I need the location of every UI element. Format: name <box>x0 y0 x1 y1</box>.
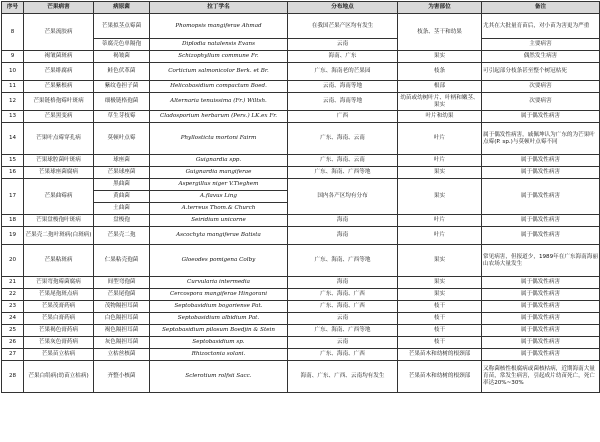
header-disease: 芒果病害 <box>24 2 94 14</box>
cell-latin: Alternaria tenuissima (Fr.) Wiltsh. <box>150 93 288 111</box>
cell-disease: 芒果球座菌腐病 <box>24 167 94 179</box>
cell-location: 海南、广东 <box>288 51 398 63</box>
cell-location: 海南 <box>288 277 398 289</box>
table-row <box>2 63 600 81</box>
cell-part: 枝干 <box>398 301 482 313</box>
cell-part: 芒果苗木和幼树的根颈部 <box>398 361 482 393</box>
cell-remark: 常见病害，但报道少，1989年在广东海南海丽山农场大量发生 <box>482 245 600 277</box>
header-location: 分布地点 <box>288 2 398 14</box>
cell-part: 枝干 <box>398 313 482 325</box>
cell-no: 23 <box>2 301 24 313</box>
cell-latin: Aspergillus niger V.Tieghem <box>150 179 288 191</box>
cell-remark: 属于偶发性病害 <box>482 337 600 349</box>
cell-no: 28 <box>2 361 24 393</box>
cell-pathogen: 齐整小核菌 <box>94 361 150 393</box>
cell-latin: Sclerotium rolfsii Sacc. <box>150 361 288 393</box>
cell-remark: 属于偶发性病害 <box>482 227 600 245</box>
table-row <box>2 337 600 349</box>
cell-part: 根部 <box>398 81 482 93</box>
cell-no: 14 <box>2 123 24 155</box>
cell-part: 枝条 <box>398 63 482 81</box>
cell-remark: 次要病害 <box>482 93 600 111</box>
table-row <box>2 245 600 277</box>
cell-no: 12 <box>2 93 24 111</box>
cell-latin: Septobasidium bogoriense Pat. <box>150 301 288 313</box>
cell-pathogen: 茂物隔担耳菌 <box>94 301 150 313</box>
cell-remark: 属于偶发性病害 <box>482 167 600 179</box>
cell-latin: Ascochyta mangiferae Batista <box>150 227 288 245</box>
table-row <box>2 155 600 167</box>
cell-remark: 属于偶发性病害 <box>482 301 600 313</box>
cell-latin: Phyllosticta mortoni Fairm <box>150 123 288 155</box>
cell-latin: A.flavus Ling <box>150 191 288 203</box>
header-no: 序号 <box>2 2 24 14</box>
cell-latin: Schizophyllum commune Fr. <box>150 51 288 63</box>
cell-disease: 芒果壳二孢叶斑病(白斑病) <box>24 227 94 245</box>
header-remark: 备注 <box>482 2 600 14</box>
cell-disease: 芒果白绢病(幼苗立枯病) <box>24 361 94 393</box>
cell-pathogen: 黄曲菌 <box>94 191 150 203</box>
table-row <box>2 111 600 123</box>
cell-part: 叶片 <box>398 123 482 155</box>
cell-disease: 芒果流胶病 <box>24 14 94 51</box>
cell-location: 广西 <box>288 111 398 123</box>
cell-location: 云南、海南等地 <box>288 93 398 111</box>
table-row <box>2 227 600 245</box>
cell-no: 27 <box>2 349 24 361</box>
cell-location: 广东、海南、广西等地 <box>288 245 398 277</box>
cell-part: 果实 <box>398 245 482 277</box>
cell-part: 叶片和幼果 <box>398 111 482 123</box>
cell-pathogen: 盘梭孢 <box>94 215 150 227</box>
cell-location: 云南 <box>288 39 398 51</box>
cell-location: 海南、广东、广西、云南均有发生 <box>288 361 398 393</box>
cell-remark: 属于偶发性病害 <box>482 179 600 215</box>
cell-latin: Gloeodes pomigena Colby <box>150 245 288 277</box>
cell-part: 幼苗或幼树叶片、叶柄和嫩茎、果实 <box>398 93 482 111</box>
cell-no: 25 <box>2 325 24 337</box>
cell-remark: 次要病害 <box>482 81 600 93</box>
table-row <box>2 313 600 325</box>
cell-latin: Cercospora mangiferae Hingorani <box>150 289 288 301</box>
cell-remark: 属于偶发性病害 <box>482 313 600 325</box>
cell-location: 云南 <box>288 313 398 325</box>
cell-latin: Helicobasidium compactum Boed. <box>150 81 288 93</box>
table-row <box>2 301 600 313</box>
cell-pathogen: 立枯丝核菌 <box>94 349 150 361</box>
cell-latin: Septobasidium albidium Pat. <box>150 313 288 325</box>
cell-disease: 芒果黑变病 <box>24 111 94 123</box>
cell-latin: A.terreus Thom.& Church <box>150 203 288 215</box>
cell-pathogen: 仁果粘壳孢菌 <box>94 245 150 277</box>
cell-disease: 芒果紫根病 <box>24 81 94 93</box>
table-row <box>2 349 600 361</box>
cell-location: 广东、海南、广西 <box>288 349 398 361</box>
cell-disease: 芒果尾孢斑点病 <box>24 289 94 301</box>
cell-pathogen: 蒂腐壳色单隔孢 <box>94 39 150 51</box>
cell-location: 广东、海南、广西 <box>288 289 398 301</box>
cell-no: 26 <box>2 337 24 349</box>
cell-pathogen: 白色隔担耳菌 <box>94 313 150 325</box>
table-row <box>2 179 600 191</box>
header-part: 为害部位 <box>398 2 482 14</box>
table-row <box>2 51 600 63</box>
cell-location: 广东、海南、广西等地 <box>288 325 398 337</box>
header-row <box>2 2 600 14</box>
cell-no: 20 <box>2 245 24 277</box>
cell-disease: 芒果绯腐病 <box>24 63 94 81</box>
cell-pathogen: 细极链格孢菌 <box>94 93 150 111</box>
cell-pathogen: 黑曲菌 <box>94 179 150 191</box>
cell-part: 叶片 <box>398 155 482 167</box>
cell-disease: 芒果褐色膏药病 <box>24 325 94 337</box>
cell-latin: Curvularia intermedia <box>150 277 288 289</box>
cell-part: 果实 <box>398 289 482 301</box>
cell-pathogen: 紫纹卷担子菌 <box>94 81 150 93</box>
cell-disease: 芒果盘梭孢叶斑病 <box>24 215 94 227</box>
table-row <box>2 93 600 111</box>
cell-pathogen: 芒果尾孢菌 <box>94 289 150 301</box>
cell-part: 果实 <box>398 277 482 289</box>
table-row <box>2 215 600 227</box>
cell-location: 广东、海南、广西等地 <box>288 167 398 179</box>
cell-latin: Diplodia natalensis Evans <box>150 39 288 51</box>
cell-disease: 芒果灰色膏药病 <box>24 337 94 349</box>
cell-remark: 属于偶发性病害 <box>482 215 600 227</box>
header-latin: 拉丁学名 <box>150 2 288 14</box>
cell-location: 广东、海南、云南 <box>288 155 398 167</box>
cell-no: 10 <box>2 63 24 81</box>
cell-remark: 属于偶发性病害 <box>482 349 600 361</box>
cell-no: 19 <box>2 227 24 245</box>
cell-part: 果实 <box>398 51 482 63</box>
cell-no: 24 <box>2 313 24 325</box>
cell-latin: Seiridium unicorne <box>150 215 288 227</box>
cell-pathogen: 芒果壳二孢 <box>94 227 150 245</box>
cell-location: 广东、海南、广西 <box>288 301 398 313</box>
table-row <box>2 14 600 39</box>
cell-latin: Guignardia mangiferae <box>150 167 288 179</box>
cell-pathogen: 球座菌 <box>94 155 150 167</box>
cell-disease: 芒果球腔菌叶斑病 <box>24 155 94 167</box>
cell-part: 枝干 <box>398 325 482 337</box>
cell-part: 枝条、茎干和幼果 <box>398 14 482 51</box>
cell-no: 11 <box>2 81 24 93</box>
cell-remark: 属于偶发性病害 <box>482 111 600 123</box>
cell-disease: 芒果粘斑病 <box>24 245 94 277</box>
cell-latin: Septobasidium sp. <box>150 337 288 349</box>
cell-part: 叶片 <box>398 215 482 227</box>
header-pathogen: 病原菌 <box>94 2 150 14</box>
cell-pathogen: 鲑色伏革菌 <box>94 63 150 81</box>
cell-no: 15 <box>2 155 24 167</box>
table-row <box>2 167 600 179</box>
cell-pathogen: 褐色隔担耳菌 <box>94 325 150 337</box>
cell-no: 8 <box>2 14 24 51</box>
cell-pathogen: 褐皱菌 <box>94 51 150 63</box>
cell-no: 13 <box>2 111 24 123</box>
cell-remark: 属于偶发性病害 <box>482 277 600 289</box>
cell-no: 9 <box>2 51 24 63</box>
cell-pathogen: 草生芽枝霉 <box>94 111 150 123</box>
cell-latin: Corticium salmonicolor Berk. et Br. <box>150 63 288 81</box>
cell-remark: 偶然发生病害 <box>482 51 600 63</box>
table-row <box>2 123 600 155</box>
cell-part: 叶片 <box>398 227 482 245</box>
cell-no: 18 <box>2 215 24 227</box>
cell-location: 国内各产区均有分布 <box>288 179 398 215</box>
cell-location: 广东、海南老的芒果园 <box>288 63 398 81</box>
cell-part: 果实 <box>398 179 482 215</box>
cell-pathogen: 莫顿叶点霉 <box>94 123 150 155</box>
cell-no: 16 <box>2 167 24 179</box>
cell-part: 枝干 <box>398 337 482 349</box>
cell-pathogen: 灰色隔担耳菌 <box>94 337 150 349</box>
cell-remark: 可引起部分枝条甚至整个树冠枯死 <box>482 63 600 81</box>
cell-disease: 芒果弯孢霉菌腐病 <box>24 277 94 289</box>
cell-pathogen: 土曲菌 <box>94 203 150 215</box>
cell-pathogen: 间型弯孢菌 <box>94 277 150 289</box>
cell-remark: 属于偶发性病害，戚佩坤认为广东的为芒果叶点霉(P. sp.)与莫顿叶点霉不同 <box>482 123 600 155</box>
cell-location: 海南 <box>288 227 398 245</box>
cell-disease: 芒果曲霉病 <box>24 179 94 215</box>
cell-location: 云南、海南等地 <box>288 81 398 93</box>
cell-remark: 主要病害 <box>482 39 600 51</box>
cell-disease: 芒果白膏药病 <box>24 313 94 325</box>
cell-latin: Septobasidium pilosum Boedjin & Stein <box>150 325 288 337</box>
table-row <box>2 289 600 301</box>
table-row <box>2 277 600 289</box>
cell-no: 17 <box>2 179 24 215</box>
cell-latin: Cladosporium herbarum (Pers.) LK.ex Fr. <box>150 111 288 123</box>
cell-latin: Guignardia spp. <box>150 155 288 167</box>
cell-disease: 芒果茂膏药病 <box>24 301 94 313</box>
cell-remark: 尤其在大批量育苗后，对小苗为害更为严重 <box>482 14 600 39</box>
cell-disease: 芒果苗立枯病 <box>24 349 94 361</box>
cell-location: 在我国芒果产区均有发生 <box>288 14 398 39</box>
cell-remark: 又称菌核性根腐病或菌核枯病，近期海南大量育苗，常发生病害，引起成片幼苗死亡，死亡率达20%~30% <box>482 361 600 393</box>
cell-latin: Phomopsis mangiferae Ahmad <box>150 14 288 39</box>
cell-pathogen: 芒果拟茎点霉菌 <box>94 14 150 39</box>
cell-disease: 褐皱菌斑病 <box>24 51 94 63</box>
cell-no: 21 <box>2 277 24 289</box>
cell-latin: Rhizoctonia solani. <box>150 349 288 361</box>
cell-disease: 芒果链格孢霉叶斑病 <box>24 93 94 111</box>
cell-pathogen: 芒果球座菌 <box>94 167 150 179</box>
cell-location: 云南 <box>288 337 398 349</box>
cell-remark: 属于偶发性病害 <box>482 289 600 301</box>
table-row <box>2 81 600 93</box>
cell-disease: 芒果叶点霉穿孔病 <box>24 123 94 155</box>
disease-table <box>1 1 600 393</box>
table-row <box>2 325 600 337</box>
cell-location: 海南 <box>288 215 398 227</box>
cell-location: 广东、海南、云南 <box>288 123 398 155</box>
table-row <box>2 361 600 393</box>
cell-remark: 属于偶发性病害 <box>482 155 600 167</box>
cell-part: 果实 <box>398 167 482 179</box>
cell-remark: 属于偶发性病害 <box>482 325 600 337</box>
cell-no: 22 <box>2 289 24 301</box>
cell-part: 芒果苗木和幼树的根颈部 <box>398 349 482 361</box>
